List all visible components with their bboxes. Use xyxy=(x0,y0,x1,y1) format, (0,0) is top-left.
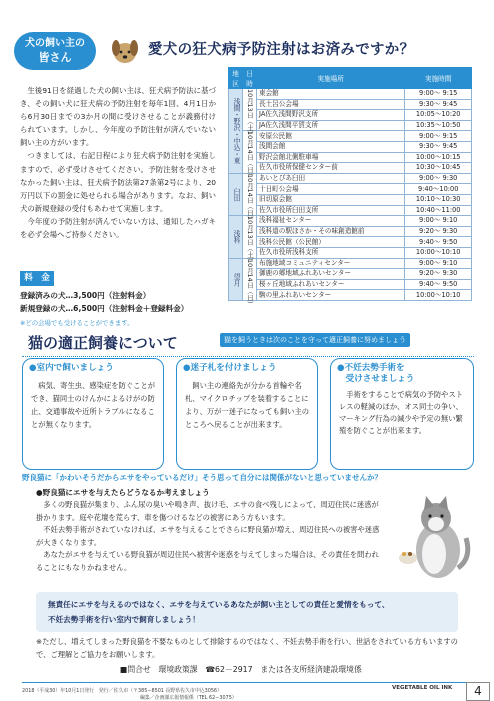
date-cell: 10月14日（日） xyxy=(243,258,257,300)
area-cell: 浅間・野沢・中込・東 xyxy=(229,89,243,174)
vegetable-ink-logo: VEGETABLE OIL INK xyxy=(392,685,453,691)
table-row xyxy=(229,163,472,174)
table-row xyxy=(229,237,472,248)
area-cell: 臼田 xyxy=(229,173,243,215)
time-cell: 9:20～ 9:30 xyxy=(405,269,472,280)
header-time: 実施時間 xyxy=(405,68,472,89)
time-cell: 10:00～10:10 xyxy=(405,247,472,258)
time-cell: 9:00～ 9:15 xyxy=(405,131,472,142)
tip-heading: ●迷子札を付けましょう xyxy=(183,363,277,373)
injection-schedule-table xyxy=(228,67,472,307)
time-cell: 10:10～10:30 xyxy=(405,194,472,205)
place-cell: 浅科公民館（公民館） xyxy=(257,237,405,248)
time-cell: 9:00～ 9:10 xyxy=(405,258,472,269)
badge-line-2: 皆さん xyxy=(38,51,72,64)
place-cell: 佐久市役所浅科支所 xyxy=(257,247,405,258)
time-cell: 9:40～ 9:50 xyxy=(405,237,472,248)
fee-line-new: 新規登録の犬…6,500円（注射料金＋登録料金） xyxy=(20,304,189,313)
tip-text: 飼い主の連絡先が分かる首輪や名札、マイクロチップを装着することにより、万が一迷子になっても飼い主のところへ戻ることが出来ます。 xyxy=(185,381,310,429)
area-cell: 望月 xyxy=(229,258,243,300)
tip-box-indoor xyxy=(22,358,164,470)
fee-line-registered: 登録済みの犬…3,500円（注射料金） xyxy=(20,291,151,300)
place-cell: 東会館 xyxy=(257,89,405,100)
place-cell: 浅間会館 xyxy=(257,141,405,152)
time-cell: 9:00～ 9:30 xyxy=(405,173,472,184)
intro-text xyxy=(20,84,216,241)
tip-text: 病気、寄生虫、感染症を防ぐことができ、猫同士のけんかによるけがの防止、交通事故や近所トラブルになることが無くなります。 xyxy=(31,381,156,429)
emphasis-line-2: 不妊去勢手術を行い室内で飼育しましょう！ xyxy=(48,615,200,624)
time-cell: 10:00～10:15 xyxy=(405,152,472,163)
date-cell: 10月13日（土） xyxy=(243,216,257,258)
place-cell: 安原公民館 xyxy=(257,131,405,142)
time-cell: 9:30～ 9:45 xyxy=(405,99,472,110)
time-cell: 9:20～ 9:30 xyxy=(405,226,472,237)
emphasis-box xyxy=(36,592,458,632)
place-cell: 十日町公会場 xyxy=(257,184,405,195)
footer-divider xyxy=(22,682,474,683)
page-number: 4 xyxy=(466,682,490,701)
place-cell: 桜ヶ丘地域ふれあいセンター xyxy=(257,279,405,290)
table-row xyxy=(229,290,472,301)
place-cell: JA佐久浅間野沢支所 xyxy=(257,110,405,121)
table-row xyxy=(229,152,472,163)
tip-heading: ●不妊去勢手術を 受けさせましょう xyxy=(337,363,415,384)
place-cell: 駒の里ふれあいセンター xyxy=(257,290,405,301)
fee-note: ※どの会場でも受けることができます。 xyxy=(20,319,134,327)
table-row xyxy=(229,120,472,131)
table-row xyxy=(229,131,472,142)
time-cell: 10:00～10:10 xyxy=(405,290,472,301)
time-cell: 9:00～ 9:10 xyxy=(405,216,472,227)
table-row xyxy=(229,258,472,269)
tip-text: 手術をすることで病気の予防やストレスの軽減のほか、オス同士の争い、マーキング行為の減少や予定の無い繁殖を防ぐことが出来ます。 xyxy=(339,390,464,435)
header-place: 実施場所 xyxy=(257,68,405,89)
place-cell: 長土呂公会場 xyxy=(257,99,405,110)
place-cell: あいとぴあ臼田 xyxy=(257,173,405,184)
time-cell: 10:30～10:45 xyxy=(405,163,472,174)
understanding-note: ※ただし、増えてしまった野良猫を不要なものとして排除するのではなく、不妊去勢手術を行い、世話をされている方もいますので、ご理解とご協力をお願いします。 xyxy=(36,637,458,659)
time-cell: 9:30～ 9:45 xyxy=(405,141,472,152)
date-cell: 10月14日（日） xyxy=(243,173,257,215)
divider xyxy=(22,356,474,357)
cat-illustration xyxy=(394,488,476,582)
table-row xyxy=(229,89,472,100)
fee-label: 料 金 xyxy=(20,271,54,286)
intro-paragraph-2: つきましては、右記日程により狂犬病予防注射を実施しますので、必ず受けさせてください。予防注射を受けさせなかった飼い主は、狂犬病予防法第27条第2号により、20万円以下の罰金に処せられる場合があります。なお、飼い犬の新規登録の受付もあわせて実施します。 xyxy=(20,151,216,213)
table-row xyxy=(229,279,472,290)
cat-section-title: 猫の適正飼養について xyxy=(28,334,178,352)
table-row xyxy=(229,247,472,258)
stray-cat-warning: 野良猫に「かわいそうだからエサをやっているだけ」そう思って自分には関係がないと思っていませんか？ xyxy=(22,473,382,482)
table-row xyxy=(229,141,472,152)
date-cell: 10月13日（土） xyxy=(243,89,257,131)
time-cell: 9:40～ 9:50 xyxy=(405,279,472,290)
table-row xyxy=(229,110,472,121)
footer-publisher: 2018（平成30）年10月1日発行 発行／佐久市（〒385−8501 長野県佐久市中込3056） xyxy=(22,688,222,694)
feeding-subheading: ●野良猫にエサを与えたらどうなるか考えましょう xyxy=(36,488,210,497)
place-cell: 浅科道の駅ほさか・その味創造館前 xyxy=(257,226,405,237)
place-cell: JA佐久浅間平賀支所 xyxy=(257,120,405,131)
area-cell: 浅科 xyxy=(229,216,243,258)
emphasis-line-1: 無責任にエサを与えるのではなく、エサを与えているあなたが飼い主としての責任と愛情をもって、 xyxy=(48,600,390,609)
table-row xyxy=(229,216,472,227)
place-cell: 浅科福祉センター xyxy=(257,216,405,227)
place-cell: 佐久市役所臼田支所 xyxy=(257,205,405,216)
table-row xyxy=(229,184,472,195)
page-title: 愛犬の狂犬病予防注射はお済みですか？ xyxy=(148,42,415,58)
table-row xyxy=(229,173,472,184)
table-row xyxy=(229,269,472,280)
feeding-paragraph-2: 不妊去勢手術がされていなければ、エサを与えることでさらに野良猫が増え、周辺住民への被害や迷惑が大きくなります。 xyxy=(36,525,380,547)
table-header-row xyxy=(229,68,472,89)
table-row xyxy=(229,99,472,110)
tip-heading: ●室内で飼いましょう xyxy=(29,363,114,373)
feeding-paragraph-1: 多くの野良猫が集まり、ふん尿の臭いや鳴き声、抜け毛、エサの食べ残しによって、周辺住民に迷惑が掛かります。庭や花壇を荒らす、車を傷つけるなどの被害にあう方もいます。 xyxy=(36,500,379,522)
table-row xyxy=(229,194,472,205)
time-cell: 10:05～10:20 xyxy=(405,110,472,121)
dog-icon xyxy=(108,34,142,68)
date-cell: 10月14日（日） xyxy=(243,131,257,173)
intro-paragraph-1: 生後91日を経過した犬の飼い主は、狂犬病予防法に基づき、その飼い犬に狂犬病の予防注射を毎年1回、4月1日から6月30日までの3か月の間に受けさせることが義務付けられています。しかし、今年度の予防注射が済んでいない飼い主の方がいます。 xyxy=(20,86,216,148)
time-cell: 10:35～10:50 xyxy=(405,120,472,131)
time-cell: 9:40～10:00 xyxy=(405,184,472,195)
table-row xyxy=(229,205,472,216)
intro-paragraph-3: 今年度の予防注射が済んでいない方は、通知したハガキを必ず会場へご持参ください。 xyxy=(20,216,216,240)
cat-section-tag: 猫を飼うときは次のことを守って適正飼養に努めましょう xyxy=(220,333,410,347)
place-cell: 野沢会館北側駐車場 xyxy=(257,152,405,163)
table-row xyxy=(229,226,472,237)
feeding-paragraph-3: あなたがエサを与えている野良猫が周辺住民へ被害や迷惑を与えてしまった場合は、その責任を問われることにもなりかねません。 xyxy=(36,550,379,572)
place-cell: 佐久市役所保健センター前 xyxy=(257,163,405,174)
tip-box-neuter xyxy=(330,358,474,470)
header-date: 日時 xyxy=(243,68,257,89)
place-cell: 御鹿の郷地域ふれあいセンター xyxy=(257,269,405,280)
time-cell: 10:40～11:00 xyxy=(405,205,472,216)
feeding-body xyxy=(36,499,382,574)
badge-line-1: 犬の飼い主の xyxy=(25,38,85,49)
footer-editor: 編集／企画課広報情報係（TEL 62−3075） xyxy=(140,695,237,701)
place-cell: 旧切原会館 xyxy=(257,194,405,205)
audience-badge xyxy=(14,32,96,70)
place-cell: 布施地域コミュニティセンター xyxy=(257,258,405,269)
time-cell: 9:00～ 9:15 xyxy=(405,89,472,100)
tip-box-nametag xyxy=(176,358,318,470)
contact-info: ■問合せ 環境政策課 ☎62－2917 または各支所経済建設環境係 xyxy=(120,665,362,674)
header-area: 地区 xyxy=(229,68,243,89)
